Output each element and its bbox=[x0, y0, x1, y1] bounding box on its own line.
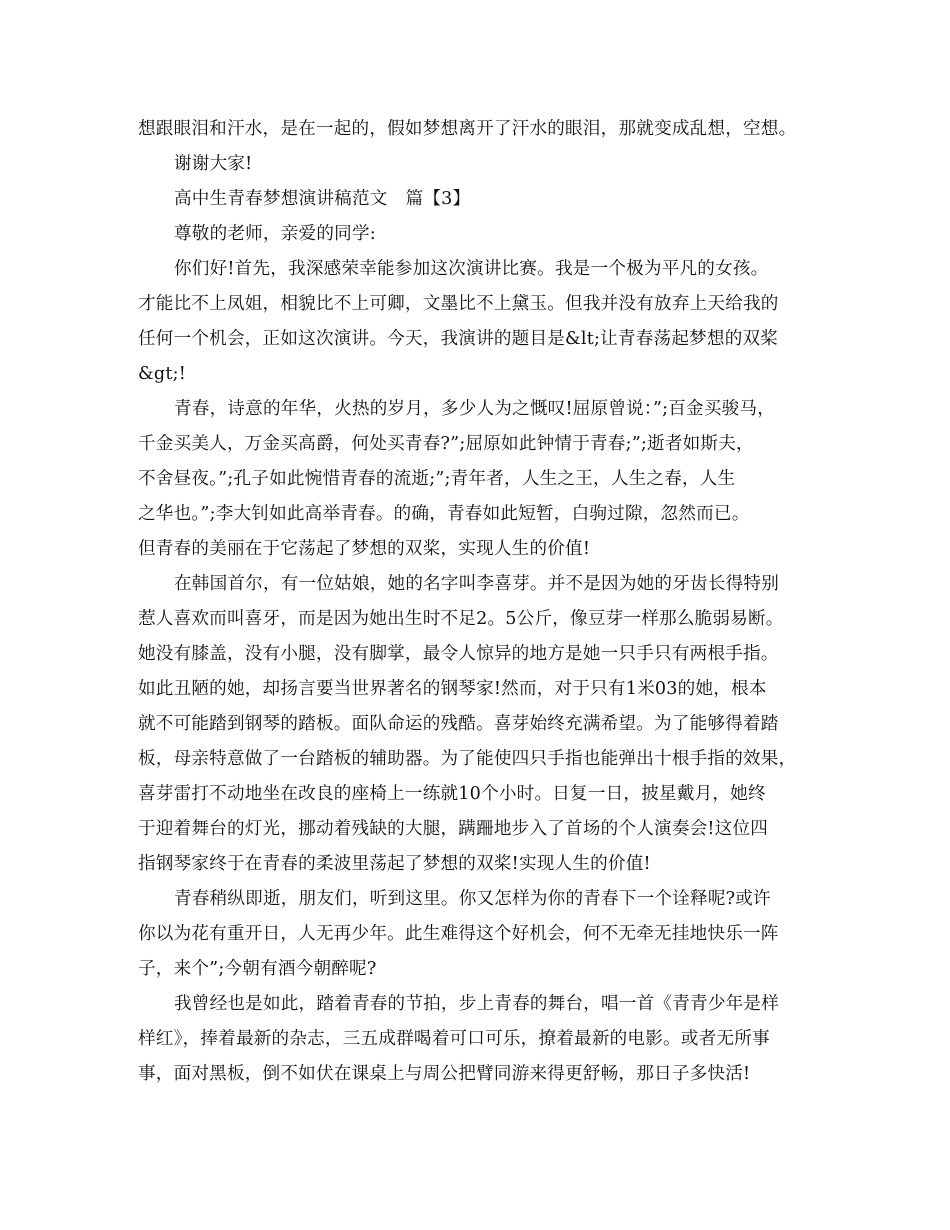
text-line: 青春，诗意的年华，火热的岁月，多少人为之慨叹!屈原曾说：”;百金买骏马， bbox=[174, 399, 775, 419]
text-line: 才能比不上凤姐，相貌比不上可卿，文墨比不上黛玉。但我并没有放弃上天给我的 bbox=[138, 294, 779, 314]
text-line: 任何一个机会，正如这次演讲。今天，我演讲的题目是&lt;让青春荡起梦想的双桨 bbox=[138, 329, 779, 349]
section-heading bbox=[138, 182, 822, 217]
heading-section: 篇【3】 bbox=[405, 189, 471, 209]
text-line: 指钢琴家终于在青春的柔波里荡起了梦想的双桨!实现人生的价值! bbox=[138, 854, 651, 874]
document-body bbox=[138, 112, 822, 1092]
text-line: 你以为花有重开日，人无再少年。此生难得这个好机会，何不无牵无挂地快乐一阵 bbox=[138, 924, 779, 944]
text-line: 谢谢大家! bbox=[174, 154, 253, 174]
text-line: 你们好!首先，我深感荣幸能参加这次演讲比赛。我是一个极为平凡的女孩。 bbox=[174, 259, 769, 279]
text-line: 在韩国首尔，有一位姑娘，她的名字叫李喜芽。并不是因为她的牙齿长得特别 bbox=[174, 574, 779, 594]
text-line: 不舍昼夜。”;孔子如此惋惜青春的流逝;”;青年者，人生之王，人生之春，人生 bbox=[138, 469, 736, 489]
text-line: 就不可能踏到钢琴的踏板。面队命运的残酷。喜芽始终充满希望。为了能够得着踏 bbox=[138, 714, 779, 734]
text-line: 板，母亲特意做了一台踏板的辅助器。为了能使四只手指也能弹出十根手指的效果， bbox=[138, 749, 797, 769]
text-line: 喜芽雷打不动地坐在改良的座椅上一练就10个小时。日复一日，披星戴月，她终 bbox=[138, 784, 766, 804]
text-line: 我曾经也是如此，踏着青春的节拍，步上青春的舞台，唱一首《青青少年是样 bbox=[174, 994, 779, 1014]
heading-title: 高中生青春梦想演讲稿范文 bbox=[174, 189, 388, 209]
text-line: 于迎着舞台的灯光，挪动着残缺的大腿，蹒跚地步入了首场的个人演奏会!这位四 bbox=[138, 819, 769, 839]
text-line: 样红》，捧着最新的杂志，三五成群喝着可口可乐，撩着最新的电影。或者无所事 bbox=[138, 1029, 770, 1049]
text-line: &gt;! bbox=[138, 364, 186, 384]
text-line: 事，面对黑板，倒不如伏在课桌上与周公把臂同游来得更舒畅，那日子多快活! bbox=[138, 1064, 751, 1084]
text-line: 尊敬的老师，亲爱的同学: bbox=[174, 224, 376, 244]
text-line: 但青春的美丽在于它荡起了梦想的双桨，实现人生的价值! bbox=[138, 539, 591, 559]
text-line: 之华也。”;李大钊如此高举青春。的确，青春如此短暂，白驹过隙，忽然而已。 bbox=[138, 504, 750, 524]
text-line: 想跟眼泪和汗水，是在一起的，假如梦想离开了汗水的眼泪，那就变成乱想，空想。 bbox=[138, 119, 797, 139]
text-line: 子，来个”;今朝有酒今朝醉呢? bbox=[138, 959, 377, 979]
text-line: 惹人喜欢而叫喜牙，而是因为她出生时不足2。5公斤，像豆芽一样那么脆弱易断。 bbox=[138, 609, 784, 629]
text-line: 她没有膝盖，没有小腿，没有脚掌，最令人惊异的地方是她一只手只有两根手指。 bbox=[138, 644, 779, 664]
text-line: 青春稍纵即逝，朋友们，听到这里。你又怎样为你的青春下一个诠释呢?或许 bbox=[174, 889, 771, 909]
text-line: 如此丑陋的她，却扬言要当世界著名的钢琴家!然而，对于只有1米03的她，根本 bbox=[138, 679, 767, 699]
text-line: 千金买美人，万金买高爵，何处买青春?”;屈原如此钟情于青春;”;逝者如斯夫， bbox=[138, 434, 754, 454]
